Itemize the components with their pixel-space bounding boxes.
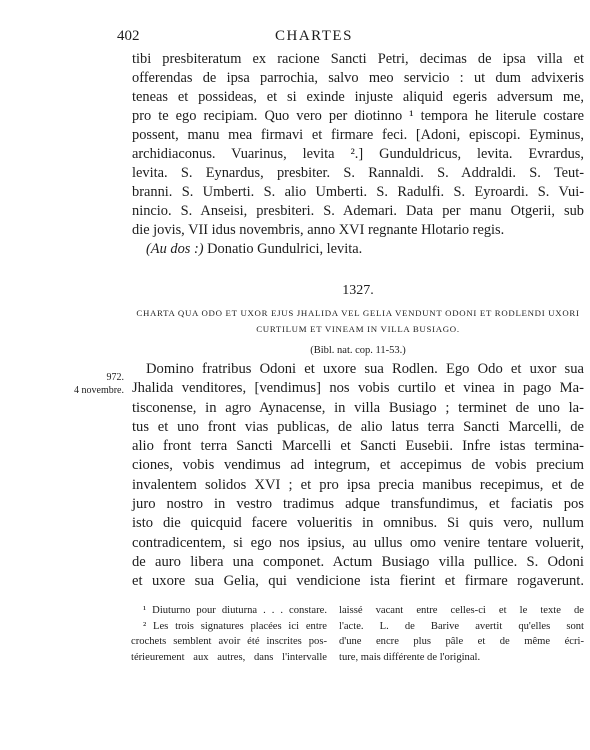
text-line: ciones, vobis vendimus ad integrum, et accepimus de vobis precium [132, 457, 584, 474]
footnote-line: térieurement aux autres, dans l'intervalle [131, 651, 327, 663]
dorse-text: Donatio Gundulrici, levita. [203, 241, 363, 257]
text-line: invalentem solidos XVI ; et pro ipsa precia manibus recepimus, et de [132, 476, 584, 493]
footnote-line: laissé vacant entre celles-ci et le texte de [339, 605, 584, 616]
charter-source: (Bibl. nat. cop. 11-53.) [310, 345, 406, 356]
text-line: pro te ego recipiam. Quo vero per diotinno ¹ tempora he literule costare [132, 108, 584, 124]
text-line: branni. S. Umberti. S. alio Umberti. S. Radulfi. S. Eyroardi. S. Vui- [132, 184, 584, 200]
text-line: tus et uno front vias publicas, de alio latus terra Sancti Marcelli, de [132, 418, 584, 435]
charter-title [132, 305, 584, 337]
text-line: de auro libera una componet. Actum Busiago villa pullice. S. Odoni [132, 553, 584, 570]
dorse-label: (Au dos :) [146, 241, 204, 257]
page-number: 402 [117, 28, 140, 44]
footnote-line: crochets semblent avoir été inscrites pos- [131, 636, 327, 648]
text-line: juro nostro in vestro tradimus adque transfundimus, et faciatis pos [132, 496, 584, 513]
margin-date [40, 371, 124, 397]
charter-body [132, 360, 584, 592]
text-line: nincio. S. Anseisi, presbiteri. S. Ademari. Data per manu Otgerii, sub [132, 203, 584, 219]
text-line: tibi presbiteratum ex racione Sancti Petri, decimas de ipsa villa et [132, 51, 584, 67]
charter-title-line: CHARTA QUA ODO ET UXOR EJUS JHALIDA VEL GELIA VENDUNT ODONI ET RODLENDI UXORI [136, 308, 580, 318]
text-line: tisconense, in agro Aynacense, in villa Busiago ; terminet de uno la- [132, 399, 584, 416]
charter-title-line: CURTILUM ET VINEAM IN VILLA BUSIAGO. [256, 324, 460, 334]
text-line: possent, manu mea firmavi et firmare feci. [Adoni, episcopi. Eyminus, [132, 127, 584, 143]
text-line: offerendas de ipsa parrochia, salvo meo servicio : ut dum advixeris [132, 70, 584, 86]
footnote-line: ² Les trois signatures placées ici entre [143, 620, 327, 632]
charter-number: 1327. [342, 283, 374, 298]
text-line: die jovis, VII idus novembris, anno XVI regnante Hlotario regis. [132, 222, 505, 238]
running-title: CHARTES [275, 28, 353, 44]
margin-day: 4 novembre. [74, 385, 124, 396]
text-line: contradicentem, si ego nos ipsius, au ullus omo venire tentare voluerit, [132, 534, 584, 551]
text-line: et uxore sua Gelia, qui vendicione ista fierint et firmare rogaverunt. [132, 573, 584, 590]
footnote-line: ture, mais différente de l'original. [339, 651, 481, 663]
preceding-charter-text [132, 50, 584, 240]
text-line: levita. S. Eynardus, presbiter. S. Rannaldi. S. Addraldi. S. Teut- [132, 165, 584, 181]
footnotes-right-column [339, 603, 584, 665]
text-line: teneas et possideas, et si exinde injuste aliquid egeris adversum me, [132, 89, 584, 105]
margin-year: 972. [106, 372, 124, 383]
dorse-note [146, 241, 362, 258]
footnote-line: ¹ Diuturno pour diuturna . . . constare. [143, 605, 327, 616]
text-line: alio front terra Sancti Marcelli et Sancti Eusebii. Infre istas termina- [132, 438, 584, 455]
text-line: Domino fratribus Odoni et uxore sua Rodlen. Ego Odo et uxor sua [146, 361, 584, 377]
text-line: Jhalida venditores, [vendimus] nos vobis curtilo et vinea in pago Ma- [132, 380, 584, 397]
footnote-line: l'acte. L. de Barive avertit qu'elles sont [339, 620, 584, 632]
footnote-line: d'une encre plus pâle et de même écri- [339, 636, 584, 648]
text-line: isto die quicquid facere volueritis in omnibus. Si quis vero, nullum [132, 515, 584, 532]
footnotes-left-column [131, 603, 327, 665]
text-line: archidiaconus. Vuarinus, levita ².] Gunduldricus, levita. Evrardus, [132, 146, 584, 162]
